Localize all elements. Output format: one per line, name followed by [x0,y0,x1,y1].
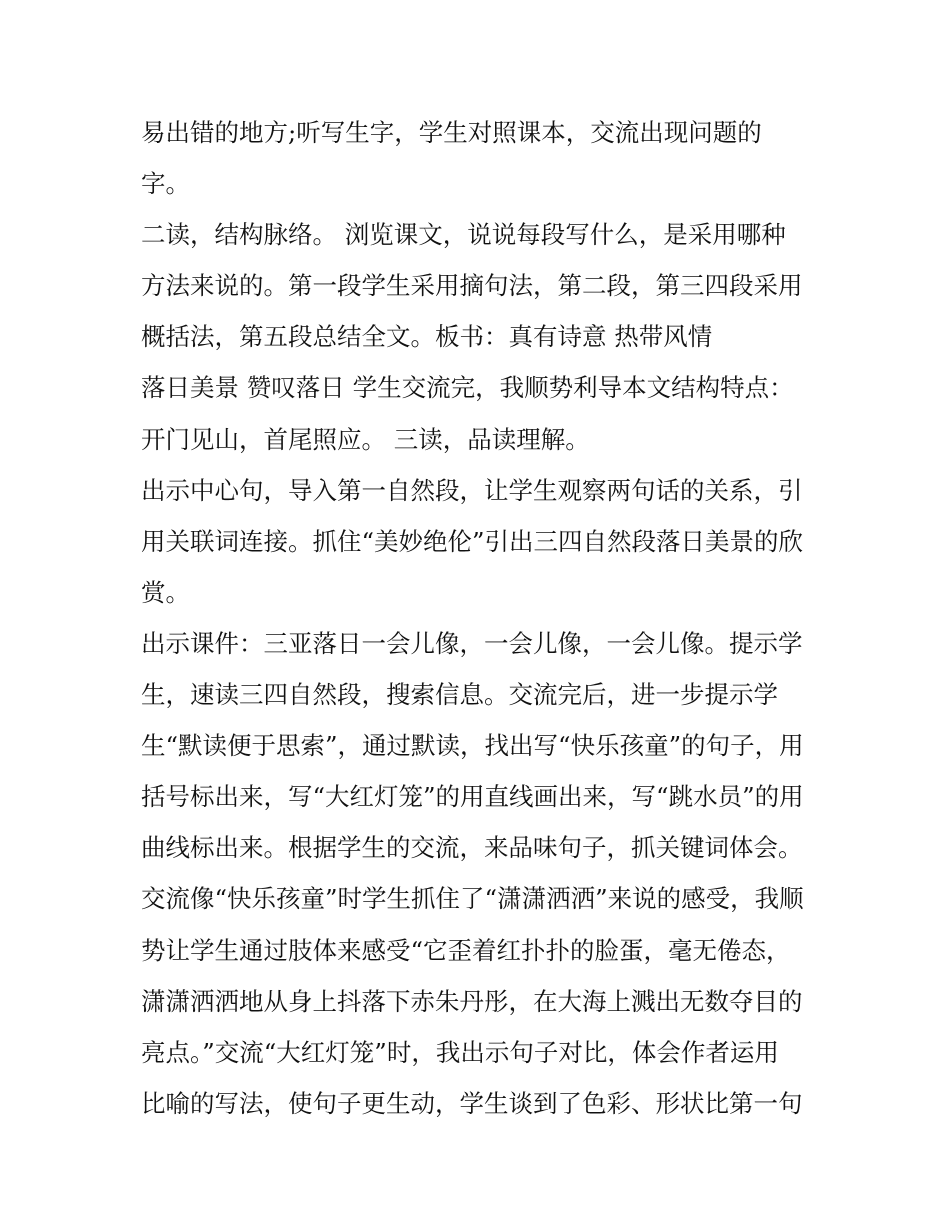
text-line: 亮点。”交流“大红灯笼”时，我出示句子对比，体会作者运用 [141,1037,779,1067]
text-line: 出示课件：三亚落日一会儿像，一会儿像，一会儿像。提示学 [141,628,803,658]
text-line: 比喻的写法，使句子更生动，学生谈到了色彩、形状比第一句 [141,1088,803,1118]
text-line: 曲线标出来。根据学生的交流，来品味句子，抓关键词体会。 [141,833,803,863]
text-line: 交流像“快乐孩童”时学生抓住了“潇潇洒洒”来说的感受，我顺 [141,884,804,914]
text-line: 方法来说的。第一段学生采用摘句法，第二段，第三四段采用 [141,271,803,301]
body-text [141,107,831,1129]
text-line: 开门见山，首尾照应。 三读，品读理解。 [141,424,590,454]
text-line: 概括法，第五段总结全文。板书：真有诗意 热带风情 [141,322,713,352]
text-line: 用关联词连接。抓住“美妙绝伦”引出三四自然段落日美景的欣 [141,526,804,556]
text-line: 势让学生通过肢体来感受“它歪着红扑扑的脸蛋，毫无倦态， [141,935,791,965]
text-line: 潇潇洒洒地从身上抖落下赤朱丹彤，在大海上溅出无数夺目的 [141,986,803,1016]
text-line: 生，速读三四自然段，搜索信息。交流完后，进一步提示学 [141,680,778,710]
text-line: 易出错的地方;听写生字，学生对照课本，交流出现问题的 [141,118,762,147]
text-line: 出示中心句，导入第一自然段，让学生观察两句话的关系，引 [141,475,803,505]
text-line: 落日美景 赞叹落日 学生交流完，我顺势利导本文结构特点： [141,373,794,403]
text-line: 字。 [141,169,190,199]
text-line: 二读，结构脉络。 浏览课文，说说每段写什么，是采用哪种 [141,220,786,250]
text-line: 生“默读便于思索”，通过默读，找出写“快乐孩童”的句子，用 [141,731,804,761]
text-line: 括号标出来，写“大红灯笼”的用直线画出来，写“跳水员”的用 [141,782,804,812]
text-line: 赏。 [141,577,190,607]
